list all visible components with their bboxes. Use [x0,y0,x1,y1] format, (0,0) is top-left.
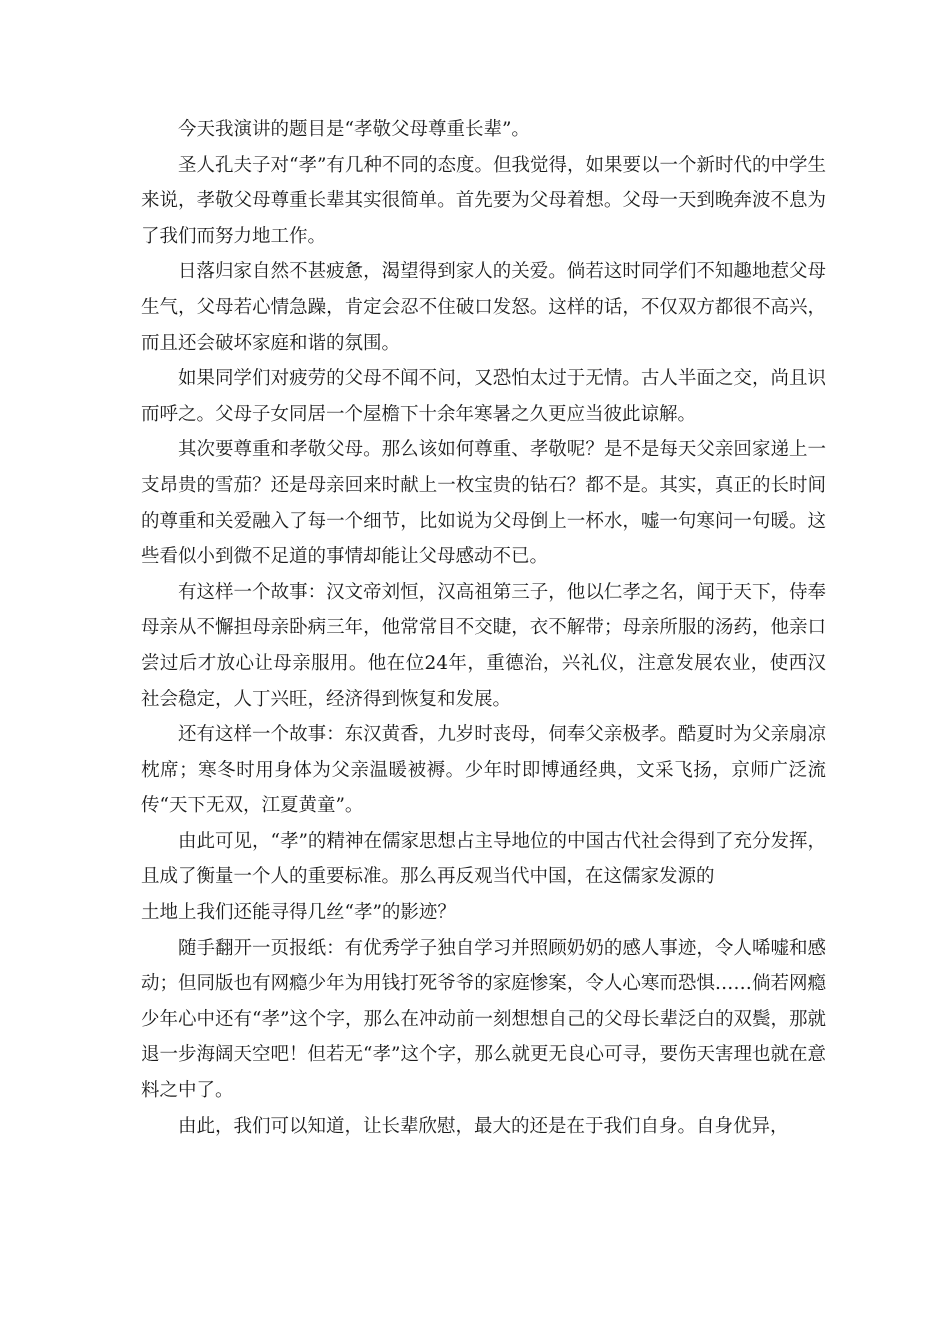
paragraph: 如果同学们对疲劳的父母不闻不问，又恐怕太过于无情。古人半面之交，尚且识而呼之。父母子女同居一个屋檐下十余年寒暑之久更应当彼此谅解。 [141,368,826,425]
paragraph: 由此，我们可以知道，让长辈欣慰，最大的还是在于我们自身。自身优异， [178,1115,789,1137]
paragraph: 还有这样一个故事：东汉黄香，九岁时丧母，伺奉父亲极孝。酷夏时为父亲扇凉枕席；寒冬时用身体为父亲温暖被褥。少年时即博通经典，文采飞扬，京师广泛流传“天下无双，江夏黄童”。 [141,724,826,817]
paragraph: 随手翻开一页报纸：有优秀学子独自学习并照顾奶奶的感人事迹，令人唏嘘和感动；但同版也有网瘾少年为用钱打死爷爷的家庭惨案，令人心寒而恐惧……倘若网瘾少年心中还有“孝”这个字，那么在冲动前一刻想想自己的父母长辈泛白的双鬓，那就退一步海阔天空吧！但若无“孝”这个字，那么就更无良心可寻，要伤天害理也就在意料之中了。 [141,937,826,1102]
paragraph: 由此可见，“孝”的精神在儒家思想占主导地位的中国古代社会得到了充分发挥，且成了衡量一个人的重要标准。那么再反观当代中国，在这儒家发源的 [141,830,826,888]
paragraph-continuation: 土地上我们还能寻得几丝“孝”的影迹？ [141,902,456,924]
paragraph: 圣人孔夫子对“孝”有几种不同的态度。但我觉得，如果要以一个新时代的中学生来说，孝敬父母尊重长辈其实很简单。首先要为父母着想。父母一天到晚奔波不息为了我们而努力地工作。 [141,154,826,247]
paragraph: 有这样一个故事：汉文帝刘恒，汉高祖第三子，他以仁孝之名，闻于天下，侍奉母亲从不懈担母亲卧病三年，他常常目不交睫，衣不解带；母亲所服的汤药，他亲口尝过后才放心让母亲服用。他在位24年，重德治，兴礼仪，注意发展农业，使西汉社会稳定，人丁兴旺，经济得到恢复和发展。 [141,581,826,710]
paragraph: 其次要尊重和孝敬父母。那么该如何尊重、孝敬呢？是不是每天父亲回家递上一支昂贵的雪茄？还是母亲回来时献上一枚宝贵的钻石？都不是。其实，真正的长时间的尊重和关爱融入了每一个细节，比如说为父母倒上一杯水，嘘一句寒问一句暖。这些看似小到微不足道的事情却能让父母感动不已。 [141,439,826,568]
document-body [141,112,826,1144]
paragraph: 日落归家自然不甚疲惫，渴望得到家人的关爱。倘若这时同学们不知趣地惹父母生气，父母若心情急躁，肯定会忍不住破口发怒。这样的话，不仅双方都很不高兴，而且还会破坏家庭和谐的氛围。 [141,261,826,354]
paragraph-title-intro: 今天我演讲的题目是“孝敬父母尊重长辈”。 [178,119,530,140]
